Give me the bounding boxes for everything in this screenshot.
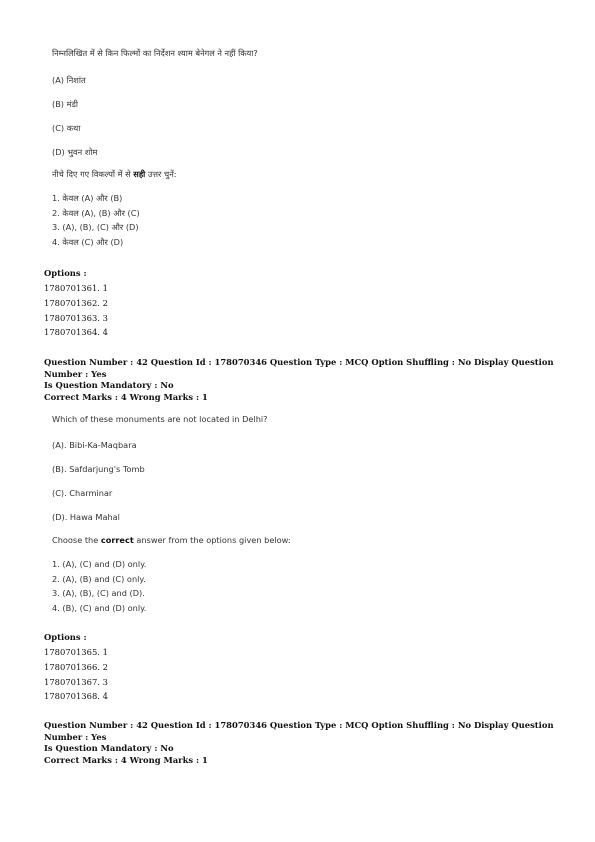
choice-a: (A). Bibi-Ka-Maqbara — [52, 440, 137, 450]
answer-1: 1. केवल (A) और (B) — [52, 193, 123, 203]
instruction-text: Choose the correct answer from the options given below: — [52, 535, 291, 545]
option-row: 1780701361. 1 — [44, 283, 108, 293]
option-row: 1780701364. 4 — [44, 327, 108, 338]
meta-line-3: Correct Marks : 4 Wrong Marks : 1 — [44, 754, 208, 765]
instruction-text: नीचे दिए गए विकल्पों में से सही उत्तर चुनें: — [52, 169, 177, 179]
answer-list — [52, 557, 146, 615]
question-text: Which of these monuments are not located in Delhi? — [52, 414, 268, 424]
choice-b: (B). Safdarjung's Tomb — [52, 464, 145, 474]
option-row: 1780701363. 3 — [44, 312, 108, 323]
options-block-2 — [44, 632, 108, 704]
question-text: निम्नलिखित में से किन फिल्मों का निर्देशन श्याम बेनेगल ने नहीं किया? — [52, 48, 258, 58]
choice-c: (C) कथा — [52, 123, 81, 133]
answer-list — [52, 191, 140, 249]
answer-1: 1. (A), (C) and (D) only. — [52, 559, 147, 569]
meta-line-1: Question Number : 42 Question Id : 178070346 Question Type : MCQ Option Shuffling : No Display Question Number : Yes — [44, 357, 554, 379]
choice-a: (A) निशांत — [52, 75, 86, 85]
option-row: 1780701365. 1 — [44, 647, 108, 657]
answer-3: 3. (A), (B), (C) और (D) — [52, 222, 139, 232]
meta-line-2: Is Question Mandatory : No — [44, 380, 174, 390]
options-block-1 — [44, 268, 108, 340]
option-row: 1780701366. 2 — [44, 661, 108, 672]
options-header: Options : — [44, 268, 87, 278]
options-header: Options : — [44, 632, 87, 642]
choice-c: (C). Charminar — [52, 488, 113, 498]
answer-4: 4. (B), (C) and (D) only. — [52, 602, 147, 613]
option-row: 1780701368. 4 — [44, 691, 108, 702]
answer-2: 2. (A), (B) and (C) only. — [52, 573, 146, 584]
meta-line-2: Is Question Mandatory : No — [44, 743, 174, 753]
option-row: 1780701362. 2 — [44, 297, 108, 308]
question-meta-2 — [44, 720, 559, 766]
answer-4: 4. केवल (C) और (D) — [52, 236, 124, 247]
question-meta-1 — [44, 357, 559, 403]
meta-line-1: Question Number : 42 Question Id : 178070346 Question Type : MCQ Option Shuffling : No Display Question Number : Yes — [44, 720, 554, 742]
answer-3: 3. (A), (B), (C) and (D). — [52, 588, 145, 598]
choice-b: (B) मंडी — [52, 99, 79, 109]
choice-d: (D) भुवन शोम — [52, 147, 98, 157]
meta-line-3: Correct Marks : 4 Wrong Marks : 1 — [44, 391, 208, 402]
choice-d: (D). Hawa Mahal — [52, 512, 120, 522]
answer-2: 2. केवल (A), (B) और (C) — [52, 207, 140, 218]
option-row: 1780701367. 3 — [44, 676, 108, 687]
